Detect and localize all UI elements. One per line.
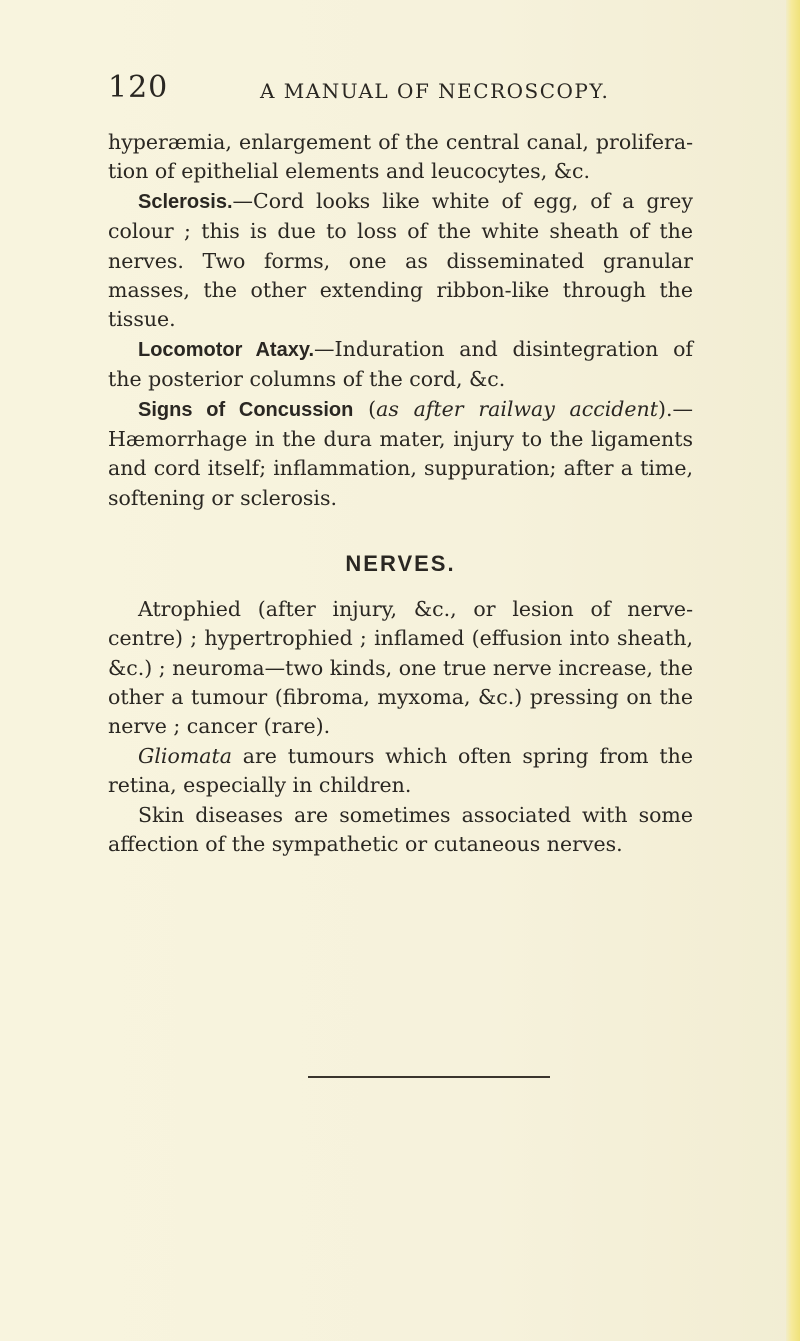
concussion-paren-close: ).	[657, 396, 673, 421]
concussion-text: — Hæmorrhage in the dura mater, injury to the ligaments and cord itself; inflammation, suppuration; after a time, softening or sclerosis.	[108, 396, 693, 510]
paragraph-nerves-atrophied: Atrophied (after injury, &c., or lesion of nerve-centre) ; hypertrophied ; inflamed (effusion into sheath, &c.) ; neuroma—two kinds, one true nerve increase, the other a tumour (fibroma, myxoma, &c.) pressing on the nerve ; cancer (rare).	[108, 596, 693, 739]
page-number: 120	[108, 70, 169, 105]
gliomata-term: Gliomata	[138, 743, 232, 768]
paragraph-skin-diseases: Skin diseases are sometimes associated with some affection of the sympathetic or cutaneous nerves.	[108, 802, 693, 856]
running-title: A MANUAL OF NECROSCOPY.	[260, 79, 610, 103]
sclerosis-text: —Cord looks like white of egg, of a grey colour ; this is due to loss of the white sheath of the nerves. Two forms, one as disseminated granular masses, the other extending ribbon-like through the tissue.	[108, 188, 693, 332]
section-title-nerves: NERVES.	[345, 551, 456, 577]
paragraph-gliomata	[108, 742, 693, 801]
concussion-paren-open: (	[353, 396, 377, 421]
heading-concussion: Signs of Concussion	[138, 398, 354, 421]
heading-locomotor-ataxy: Locomotor Ataxy.	[138, 338, 315, 361]
locomotor-ataxy-text: —Induration and disintegration of the posterior columns of the cord, &c.	[108, 336, 693, 392]
page-edge	[786, 0, 800, 1341]
gliomata-text: are tumours which often spring from the retina, especially in children.	[108, 743, 693, 798]
paragraph-continuation: hyperæmia, enlargement of the central canal, proliferation of epithelial elements and leucocytes, &c.	[108, 130, 693, 184]
paragraph-concussion	[108, 395, 693, 514]
heading-sclerosis: Sclerosis.	[138, 190, 233, 213]
paragraph-locomotor-ataxy	[108, 335, 693, 395]
end-rule	[308, 1076, 550, 1078]
running-head	[108, 70, 668, 110]
body-text	[108, 128, 693, 859]
concussion-italic: as after railway accident	[376, 396, 658, 421]
paragraph-sclerosis	[108, 187, 693, 335]
